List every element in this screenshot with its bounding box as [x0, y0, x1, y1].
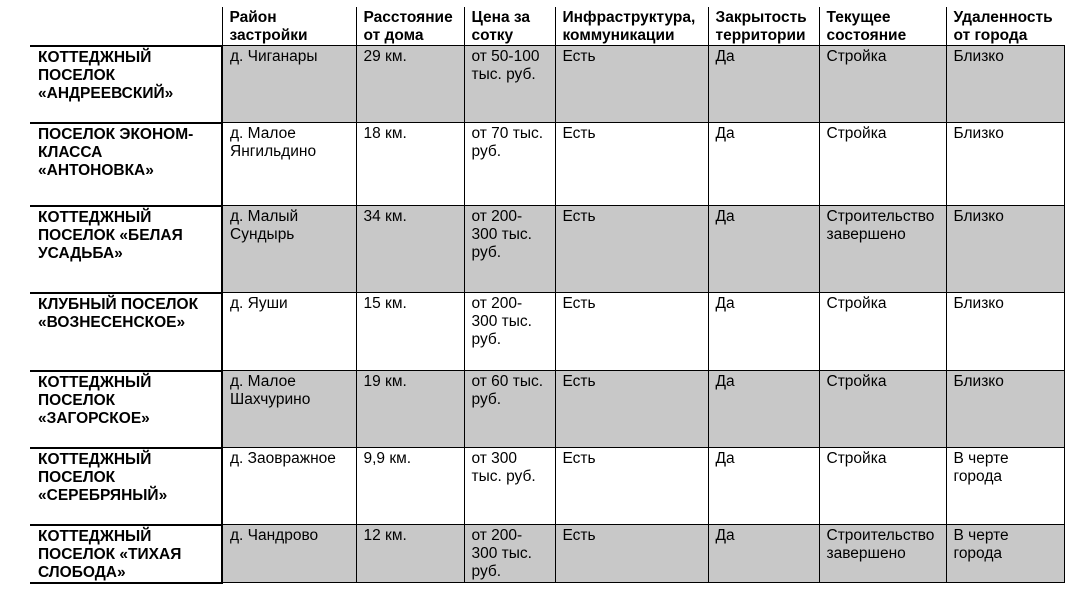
- remoteness-cell: Близко: [946, 206, 1064, 293]
- header-district: Район застройки: [222, 7, 356, 46]
- infrastructure-cell: Есть: [555, 371, 708, 448]
- header-current-state: Текущее состояние: [819, 7, 946, 46]
- closed-territory-cell: Да: [708, 448, 819, 525]
- current-state-cell: Стройка: [819, 123, 946, 206]
- district-cell: д. Чиганары: [222, 46, 356, 123]
- district-cell: д. Чандрово: [222, 525, 356, 583]
- price-cell: от 60 тыс. руб.: [464, 371, 555, 448]
- price-cell: от 200-300 тыс. руб.: [464, 206, 555, 293]
- distance-cell: 34 км.: [356, 206, 464, 293]
- current-state-cell: Стройка: [819, 293, 946, 371]
- remoteness-cell: В черте города: [946, 525, 1064, 583]
- settlement-name: КОТТЕДЖНЫЙ ПОСЕЛОК «ЗАГОРСКОЕ»: [30, 371, 222, 448]
- infrastructure-cell: Есть: [555, 206, 708, 293]
- district-cell: д. Заовражное: [222, 448, 356, 525]
- header-distance: Расстояние от дома: [356, 7, 464, 46]
- current-state-cell: Стройка: [819, 46, 946, 123]
- current-state-cell: Стройка: [819, 448, 946, 525]
- price-cell: от 300 тыс. руб.: [464, 448, 555, 525]
- table-row: [30, 525, 1064, 583]
- distance-cell: 12 км.: [356, 525, 464, 583]
- distance-cell: 18 км.: [356, 123, 464, 206]
- table-row: [30, 293, 1064, 371]
- settlement-name: КЛУБНЫЙ ПОСЕЛОК «ВОЗНЕСЕНСКОЕ»: [30, 293, 222, 371]
- table-row: [30, 206, 1064, 293]
- infrastructure-cell: Есть: [555, 525, 708, 583]
- settlement-name: КОТТЕДЖНЫЙ ПОСЕЛОК «АНДРЕЕВСКИЙ»: [30, 46, 222, 123]
- remoteness-cell: В черте города: [946, 448, 1064, 525]
- district-cell: д. Малый Сундырь: [222, 206, 356, 293]
- closed-territory-cell: Да: [708, 123, 819, 206]
- remoteness-cell: Близко: [946, 293, 1064, 371]
- closed-territory-cell: Да: [708, 525, 819, 583]
- infrastructure-cell: Есть: [555, 448, 708, 525]
- price-cell: от 200-300 тыс. руб.: [464, 525, 555, 583]
- header-price: Цена за сотку: [464, 7, 555, 46]
- remoteness-cell: Близко: [946, 123, 1064, 206]
- header-row: [30, 7, 1064, 46]
- distance-cell: 29 км.: [356, 46, 464, 123]
- table-row: [30, 448, 1064, 525]
- header-infrastructure: Инфраструктура, коммуникации: [555, 7, 708, 46]
- remoteness-cell: Близко: [946, 46, 1064, 123]
- price-cell: от 70 тыс. руб.: [464, 123, 555, 206]
- distance-cell: 19 км.: [356, 371, 464, 448]
- settlements-table: [30, 7, 1065, 584]
- distance-cell: 9,9 км.: [356, 448, 464, 525]
- table-row: [30, 46, 1064, 123]
- district-cell: д. Яуши: [222, 293, 356, 371]
- closed-territory-cell: Да: [708, 371, 819, 448]
- distance-cell: 15 км.: [356, 293, 464, 371]
- current-state-cell: Строительство завершено: [819, 206, 946, 293]
- price-cell: от 50-100 тыс. руб.: [464, 46, 555, 123]
- table-row: [30, 123, 1064, 206]
- closed-territory-cell: Да: [708, 46, 819, 123]
- settlement-name: ПОСЕЛОК ЭКОНОМ-КЛАССА «АНТОНОВКА»: [30, 123, 222, 206]
- header-closed-territory: Закрытость территории: [708, 7, 819, 46]
- table-row: [30, 371, 1064, 448]
- current-state-cell: Стройка: [819, 371, 946, 448]
- infrastructure-cell: Есть: [555, 46, 708, 123]
- current-state-cell: Строительство завершено: [819, 525, 946, 583]
- district-cell: д. Малое Шахчурино: [222, 371, 356, 448]
- header-blank: [30, 7, 222, 46]
- settlement-name: КОТТЕДЖНЫЙ ПОСЕЛОК «БЕЛАЯ УСАДЬБА»: [30, 206, 222, 293]
- infrastructure-cell: Есть: [555, 123, 708, 206]
- closed-territory-cell: Да: [708, 293, 819, 371]
- remoteness-cell: Близко: [946, 371, 1064, 448]
- settlement-name: КОТТЕДЖНЫЙ ПОСЕЛОК «ТИХАЯ СЛОБОДА»: [30, 525, 222, 583]
- price-cell: от 200-300 тыс. руб.: [464, 293, 555, 371]
- header-remoteness: Удаленность от города: [946, 7, 1064, 46]
- district-cell: д. Малое Янгильдино: [222, 123, 356, 206]
- settlement-name: КОТТЕДЖНЫЙ ПОСЕЛОК «СЕРЕБРЯНЫЙ»: [30, 448, 222, 525]
- infrastructure-cell: Есть: [555, 293, 708, 371]
- closed-territory-cell: Да: [708, 206, 819, 293]
